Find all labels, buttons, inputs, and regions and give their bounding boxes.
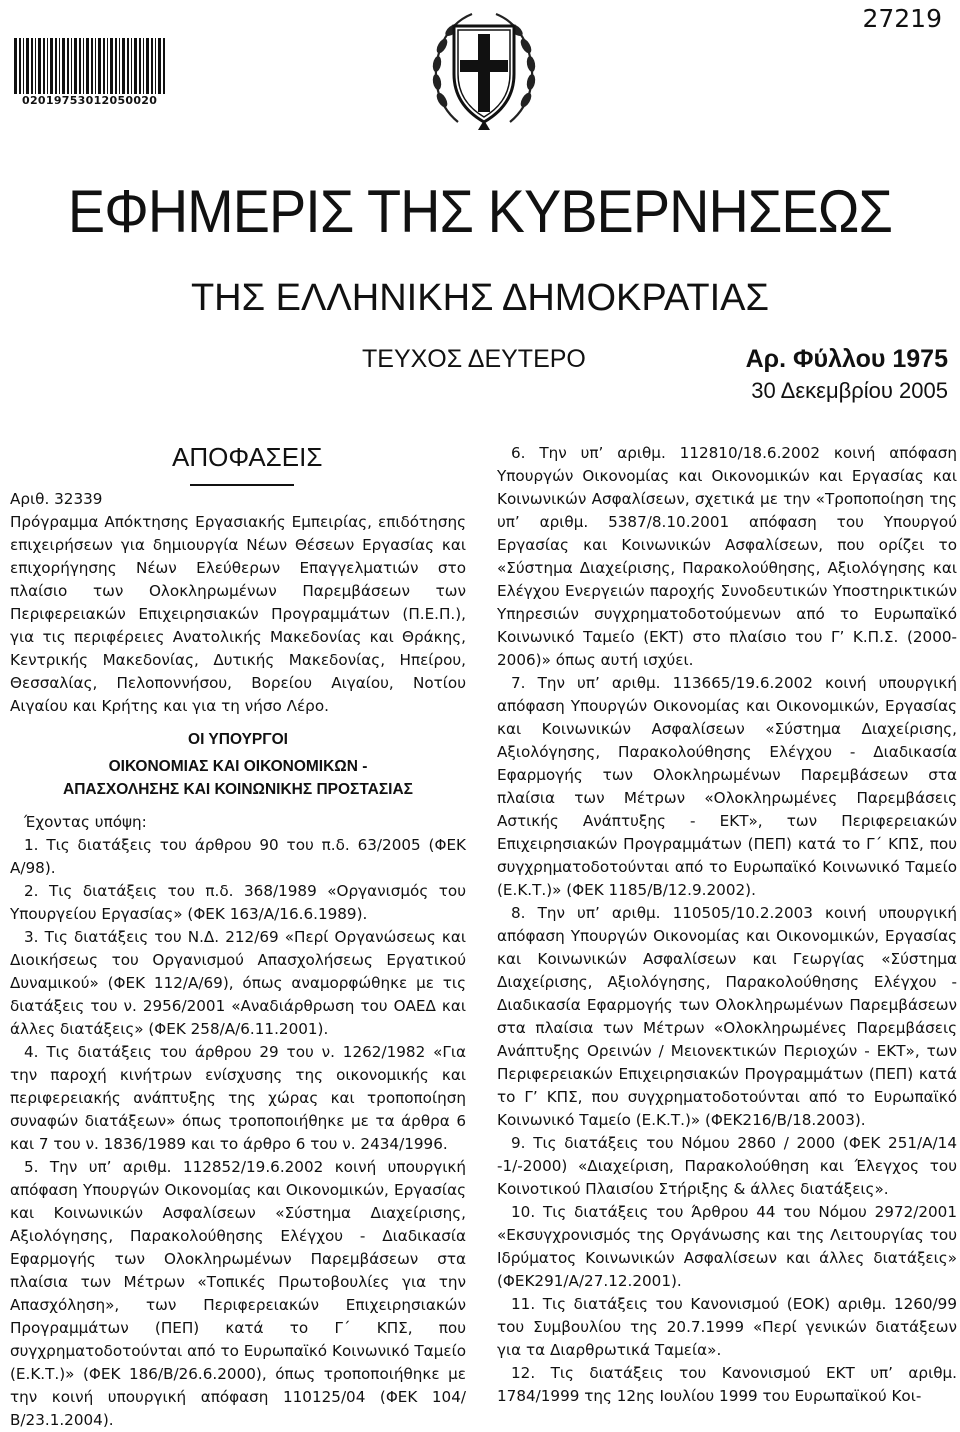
list-item: 8. Την υπ’ αριθμ. 110505/10.2.2003 κοινή υπουργική απόφαση Υπουργών Οικονομίας και Οικονομικών, Εργασίας και Κοινωνικών Ασφαλίσεων και Γεωργίας «Σύστημα Διαχείρισης, Αξιολόγησης, Παρακολούθησης Ελέγχου - Διαδικασία Εφαρμογής των Ολοκληρωμένων Παρεμβάσεων στα πλαίσια των Μέτρων «Ολοκληρωμένες Παρεμβάσεις Ανάπτυξης Ορεινών / Μειονεκτικών Περιοχών - ΕΚΤ», των Περιφερειακών Επιχειρησιακών Προγραμμάτων (ΠΕΠ) κατά το Γ’ ΚΠΣ, που συγχρηματοδοτούνται από το Ευρωπαϊκό Κοινωνικό Ταμείο (Ε.Κ.Τ.)» (ΦΕΚ216/Β/18.2003). [497, 904, 957, 1129]
list-item: 7. Την υπ’ αριθμ. 113665/19.6.2002 κοινή υπουργική απόφαση Υπουργών Οικονομίας και Οικονομικών, Εργασίας και Κοινωνικών Ασφαλίσεων «Σύστημα Διαχείρισης, Αξιολόγησης, Παρακολούθησης Ελέγχου - Διαδικασία Εφαρμογής των Ολοκληρωμένων Παρεμβάσεων στα πλαίσια των Μέτρων «Ολοκληρωμένες Παρεμβάσεις Αστικής Ανάπτυξης - ΕΚΤ», των Περιφερειακών Επιχειρησιακών Προγραμμάτων (ΠΕΠ) κατά το Γ΄ ΚΠΣ, που συγχρηματοδοτούνται από το Ευρωπαϊκό Κοινωνικό Ταμείο (Ε.Κ.Τ.)» (ΦΕΚ 1185/Β/12.9.2002). [497, 674, 957, 899]
right-column [497, 442, 957, 1408]
section-heading: ΑΠΟΦΑΣΕΙΣ [172, 442, 323, 472]
having-regard: Έχοντας υπόψη: [24, 813, 147, 831]
list-item: 10. Τις διατάξεις του Άρθρου 44 του Νόμου 2972/2001 «Εκσυγχρονισμός της Οργάνωσης και της Λειτουργίας του Ιδρύματος Κοινωνικών Ασφαλίσεων και άλλες διατάξεις» (ΦΕΚ291/Α/27.12.2001). [497, 1203, 957, 1290]
issue-date: 30 Δεκεμβρίου 2005 [751, 378, 948, 403]
barcode-number: 02019753012050020 [22, 94, 158, 107]
ministers-line-3: ΑΠΑΣΧΟΛΗΣΗΣ ΚΑΙ ΚΟΙΝΩΝΙΚΗΣ ΠΡΟΣΤΑΣΙΑΣ [63, 781, 413, 798]
gazette-title: ΕΦΗΜΕΡΙΣ ΤΗΣ ΚΥΒΕΡΝΗΣΕΩΣ [67, 178, 893, 245]
issue-label: ΤΕΥΧΟΣ ΔΕΥΤΕΡΟ [362, 345, 586, 373]
list-item: 11. Τις διατάξεις του Κανονισμού (ΕΟΚ) αριθμ. 1260/99 του Συμβουλίου της 20.7.1999 «Περί γενικών διατάξεων για τα Διαρθρωτικά Ταμεία». [497, 1295, 957, 1359]
section-underline [190, 484, 294, 486]
list-item: 6. Την υπ’ αριθμ. 112810/18.6.2002 κοινή απόφαση Υπουργών Οικονομίας και Οικονομικών και Εργασίας και Κοινωνικών Ασφαλίσεων, σχετικά με την «Τροποποίηση της υπ’ αριθμ. 5387/8.10.2001 απόφαση του Υπουργού Εργασίας και Κοινωνικών Ασφαλίσεων, που ορίζει το «Σύστημα Διαχείρισης, Παρακολούθησης, Αξιολόγησης και Ελέγχου Ενεργειών παροχής Συνοδευτικών Υποστηρικτικών Υπηρεσιών συγχρηματοδοτούμενων από το Ευρωπαϊκό Κοινωνικό Ταμείο (ΕΚΤ) στο πλαίσιο του Γ’ Κ.Π.Σ. (2000-2006)» όπως αυτή ισχύει. [497, 444, 957, 669]
decision-title: Πρόγραμμα Απόκτησης Εργασιακής Εμπειρίας, επιδότησης επιχειρήσεων για δημιουργία Νέων Θέσεων Εργασίας και επιχορήγησης Νέων Ελεύθερων Επαγγελματιών στο πλαίσιο των Ολοκληρωμένων Παρεμβάσεων των Περιφερειακών Επιχειρησιακών Προγραμμάτων (Π.Ε.Π.), για τις περιφέρειες Ανατολικής Μακεδονίας και Θράκης, Κεντρικής Μακεδονίας, Δυτικής Μακεδονίας, Ηπείρου, Θεσσαλίας, Πελοποννήσου, Βορείου Αιγαίου, Νοτίου Αιγαίου και Κρήτης και για τη νήσο Λέρο. [10, 513, 466, 715]
ministers-line-2: ΟΙΚΟΝΟΜΙΑΣ ΚΑΙ ΟΙΚΟΝΟΜΙΚΩΝ - [108, 758, 368, 775]
barcode-image [12, 38, 170, 94]
page-number: 27219 [862, 4, 942, 33]
list-item: 4. Τις διατάξεις του άρθρου 29 του ν. 1262/1982 «Για την παροχή κινήτρων ενίσχυσης της οικονομικής και περιφερειακής ανάπτυξης της χώρας και τροποποίηση συναφών διατάξεων» όπως τροποποιήθηκε με τα άρθρα 6 και 7 του ν. 1836/1989 και το άρθρο 6 του ν. 2434/1996. [10, 1043, 466, 1153]
list-item: 5. Την υπ’ αριθμ. 112852/19.6.2002 κοινή υπουργική απόφαση Υπουργών Οικονομίας και Οικονομικών, Εργασίας και Κοινωνικών Ασφαλίσεων «Σύστημα Διαχείρισης, Αξιολόγησης, Παρακολούθησης Ελέγχου - Διαδικασία Εφαρμογής των Ολοκληρωμένων Παρεμβάσεων στα πλαίσια των Μέτρων «Τοπικές Πρωτοβουλίες για την Απασχόληση», των Περιφερειακών Επιχειρησιακών Προγραμμάτων (ΠΕΠ) κατά το Γ΄ ΚΠΣ, που συγχρηματοδοτούνται από το Ευρωπαϊκό Κοινωνικό Ταμείο (Ε.Κ.Τ.)» (ΦΕΚ 186/Β/26.6.2000), όπως τροποποιήθηκε με την κοινή υπουργική απόφαση 110125/04 (ΦΕΚ 104/Β/23.1.2004). [10, 1158, 466, 1429]
ministers-heading: ΟΙ ΥΠΟΥΡΓΟΙ [188, 731, 288, 748]
decision-number: Αριθ. 32339 [10, 490, 103, 508]
list-item: 9. Τις διατάξεις του Νόμου 2860 / 2000 (ΦΕΚ 251/Α/14 -1/-2000) «Διαχείριση, Παρακολούθηση και Έλεγχος του Κοινοτικού Πλαισίου Στήριξης & άλλες διατάξεις». [497, 1134, 957, 1198]
gazette-subtitle: ΤΗΣ ΕΛΛΗΝΙΚΗΣ ΔΗΜΟΚΡΑΤΙΑΣ [190, 277, 770, 319]
sheet-number: Αρ. Φύλλου 1975 [745, 345, 948, 373]
list-item: 3. Τις διατάξεις του Ν.Δ. 212/69 «Περί Οργανώσεως και Διοικήσεως του Οργανισμού Απασχολήσεως Εργατικού Δυναμικού» (ΦΕΚ 112/Α/69), όπως αναμορφώθηκε με τις διατάξεις του ν. 2956/2001 «Αναδιάρθρωση του ΟΑΕΔ και άλλες διατάξεις» (ΦΕΚ 258/Α/6.11.2001). [10, 928, 466, 1038]
list-item: 12. Τις διατάξεις του Κανονισμού ΕΚΤ υπ’ αριθμ. 1784/1999 της 12ης Ιουλίου 1999 του Ευρωπαϊκού Κοι- [497, 1364, 957, 1405]
coat-of-arms-icon [428, 4, 540, 134]
list-item: 2. Τις διατάξεις του π.δ. 368/1989 «Οργανισμός του Υπουργείου Εργασίας» (ΦΕΚ 163/Α/16.6.1989). [10, 882, 466, 923]
list-item: 1. Τις διατάξεις του άρθρου 90 του π.δ. 63/2005 (ΦΕΚ Α/98). [10, 836, 466, 877]
left-column [10, 488, 466, 1432]
